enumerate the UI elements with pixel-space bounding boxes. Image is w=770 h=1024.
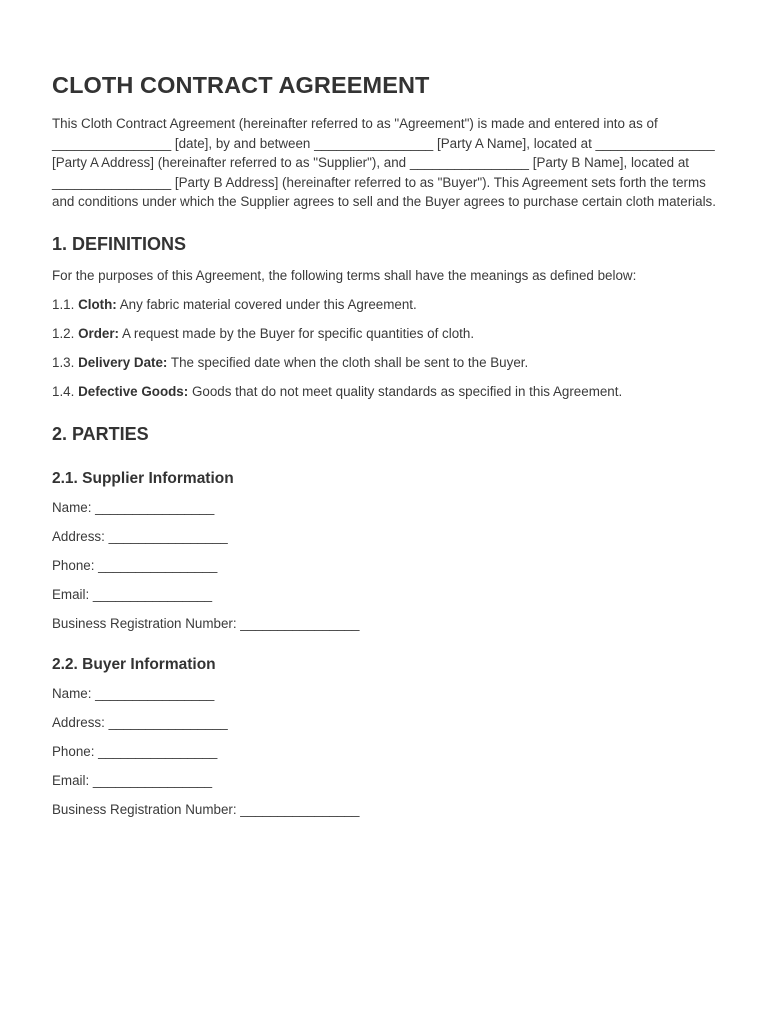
definition-text: A request made by the Buyer for specific quantities of cloth. (122, 326, 475, 341)
definition-number: 1.3. (52, 355, 75, 370)
buyer-phone-field: Phone: ________________ (52, 744, 218, 759)
buyer-fields (52, 684, 732, 820)
buyer-info-heading: 2.2. Buyer Information (52, 656, 216, 673)
definitions-list (52, 295, 732, 402)
buyer-address-field: Address: ________________ (52, 715, 228, 730)
document-page (52, 70, 732, 820)
definition-item (52, 324, 732, 344)
definition-term: Defective Goods: (78, 384, 189, 399)
definition-term: Cloth: (78, 297, 117, 312)
supplier-address-field: Address: ________________ (52, 528, 228, 544)
definition-number: 1.2. (52, 326, 75, 341)
definitions-lead: For the purposes of this Agreement, the following terms shall have the meanings as defined below: (52, 267, 637, 283)
document-title: CLOTH CONTRACT AGREEMENT (52, 72, 430, 98)
supplier-registration-field: Business Registration Number: ________________ (52, 615, 360, 631)
buyer-name-field: Name: ________________ (52, 686, 215, 701)
supplier-email-field: Email: ________________ (52, 586, 213, 602)
definition-term: Order: (78, 326, 120, 341)
definition-text: The specified date when the cloth shall be sent to the Buyer. (170, 355, 529, 370)
definition-item (52, 382, 732, 402)
definition-item (52, 353, 732, 373)
supplier-name-field: Name: ________________ (52, 499, 215, 515)
supplier-phone-field: Phone: ________________ (52, 557, 218, 573)
definition-term: Delivery Date: (78, 355, 168, 370)
definitions-heading: 1. DEFINITIONS (52, 233, 187, 254)
supplier-info-heading: 2.1. Supplier Information (52, 469, 234, 487)
definition-number: 1.4. (52, 384, 75, 399)
intro-paragraph: This Cloth Contract Agreement (hereinafter referred to as "Agreement") is made and entered into as of ________________ [date], by and between ________________ [Party A Name], located at ________________ [Party A Address] (hereinafter referred to as "Supplier"), and ________________ [Party B Name], located at ________________ [Party B Address] (hereinafter referred to as "Buyer"). This Agreement sets forth the terms and conditions under which the Supplier agrees to sell and the Buyer agrees to purchase certain cloth materials. (52, 116, 716, 209)
definition-text: Any fabric material covered under this Agreement. (119, 297, 417, 312)
definition-item (52, 295, 732, 315)
buyer-registration-field: Business Registration Number: ________________ (52, 802, 360, 817)
supplier-fields (52, 498, 732, 634)
definition-number: 1.1. (52, 297, 75, 312)
buyer-email-field: Email: ________________ (52, 773, 213, 788)
parties-heading: 2. PARTIES (52, 423, 149, 444)
definition-text: Goods that do not meet quality standards as specified in this Agreement. (191, 384, 623, 399)
